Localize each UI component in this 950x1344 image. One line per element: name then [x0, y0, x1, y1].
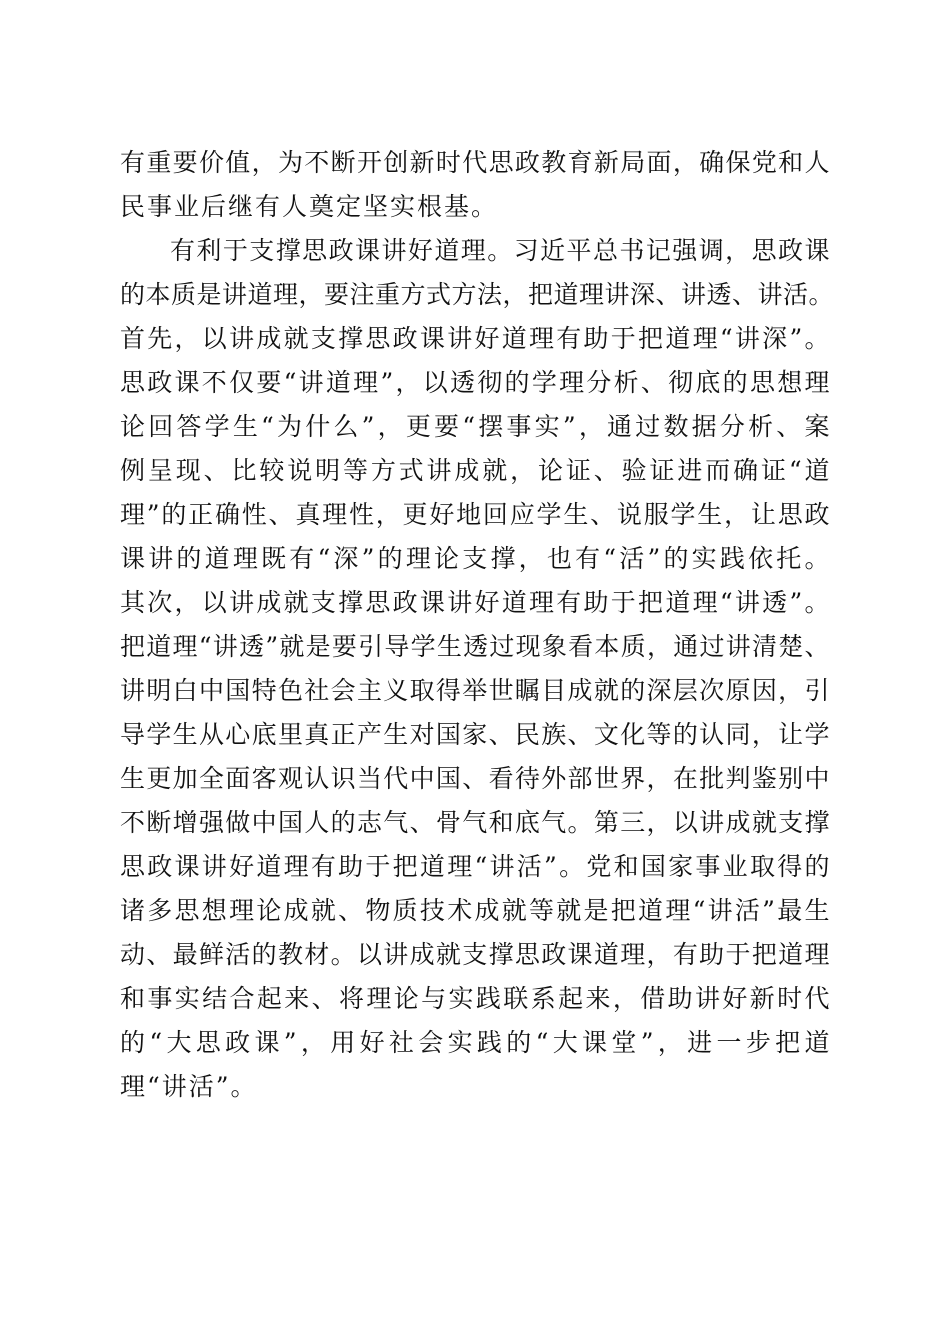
- paragraph-line: 生更加全面客观认识当代中国、看待外部世界，在批判鉴别中: [120, 764, 830, 793]
- paragraph-line: 理“讲活”。: [120, 1072, 258, 1101]
- paragraph-line: 动、最鲜活的教材。以讲成就支撑思政课道理，有助于把道理: [120, 940, 830, 969]
- paragraph-line: 其次，以讲成就支撑思政课讲好道理有助于把道理“讲透”。: [120, 588, 830, 617]
- paragraph-line: 首先，以讲成就支撑思政课讲好道理有助于把道理“讲深”。: [120, 324, 830, 353]
- paragraph-line: 理”的正确性、真理性，更好地回应学生、说服学生，让思政: [120, 500, 830, 529]
- paragraph-line: 论回答学生“为什么”，更要“摆事实”，通过数据分析、案: [120, 412, 830, 441]
- paragraph-line: 不断增强做中国人的志气、骨气和底气。第三，以讲成就支撑: [120, 808, 830, 837]
- paragraph-2: [120, 229, 835, 1109]
- paragraph-line: 和事实结合起来、将理论与实践联系起来，借助讲好新时代: [120, 984, 830, 1013]
- paragraph-line: 课讲的道理既有“深”的理论支撑，也有“活”的实践依托。: [120, 544, 830, 573]
- paragraph-line: 思政课不仅要“讲道理”，以透彻的学理分析、彻底的思想理: [120, 368, 830, 397]
- paragraph-line: 讲明白中国特色社会主义取得举世瞩目成就的深层次原因，引: [120, 676, 830, 705]
- paragraph-line: 有利于支撑思政课讲好道理。习近平总书记强调，思政课: [170, 236, 830, 265]
- paragraph-line: 的“大思政课”，用好社会实践的“大课堂”，进一步把道: [120, 1028, 830, 1057]
- paragraph-line: 把道理“讲透”就是要引导学生透过现象看本质，通过讲清楚、: [120, 632, 830, 661]
- paragraph-line: 有重要价值，为不断开创新时代思政教育新局面，确保党和人: [120, 148, 830, 177]
- paragraph-line: 例呈现、比较说明等方式讲成就，论证、验证进而确证“道: [120, 456, 830, 485]
- paragraph-line: 导学生从心底里真正产生对国家、民族、文化等的认同，让学: [120, 720, 830, 749]
- paragraph-line: 民事业后继有人奠定坚实根基。: [120, 192, 499, 221]
- paragraph-line: 思政课讲好道理有助于把道理“讲活”。党和国家事业取得的: [120, 852, 830, 881]
- paragraph-1: [120, 141, 830, 229]
- paragraph-line: 的本质是讲道理，要注重方式方法，把道理讲深、讲透、讲活。: [120, 280, 835, 309]
- paragraph-line: 诸多思想理论成就、物质技术成就等就是把道理“讲活”最生: [120, 896, 830, 925]
